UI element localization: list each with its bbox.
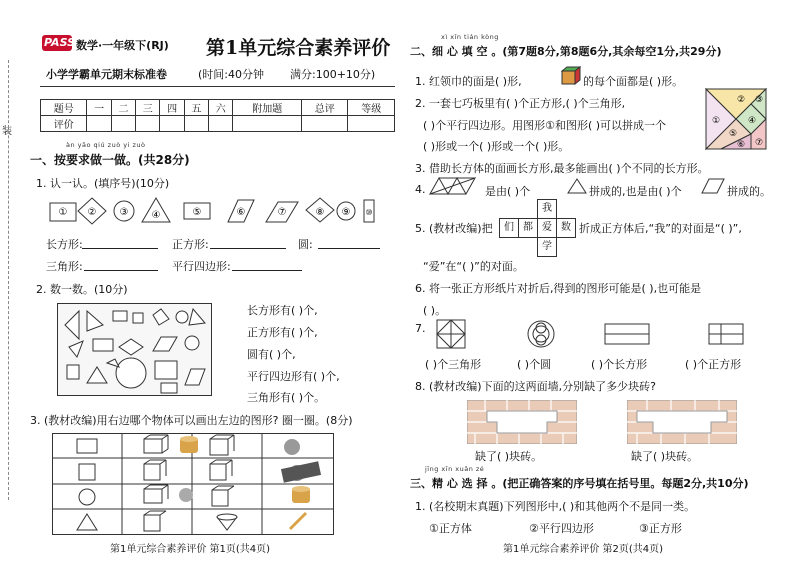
q1-rect-label: 长方形: [46, 238, 83, 251]
left-page [0, 0, 395, 565]
time-label: (时间:40分钟 [198, 68, 264, 81]
score-head-cell: 题号 [41, 100, 87, 116]
tangram-num: ② [736, 95, 746, 105]
q4-composite-figure [429, 177, 481, 195]
score-input-cell[interactable] [87, 116, 111, 132]
score-row-label: 评价 [41, 116, 87, 132]
fill-q4-text-c: 拼成的,也是由( )个 [589, 185, 682, 198]
score-head-cell: 六 [209, 100, 233, 116]
net-cell: 数 [556, 218, 576, 238]
tangram-num: ⑦ [754, 138, 764, 148]
brick-wall-right [627, 400, 737, 444]
q2-line: 平行四边形有( )个, [247, 370, 340, 383]
tangram-figure [705, 88, 767, 150]
shape-num: ① [58, 207, 68, 218]
triangle-icon [567, 178, 587, 194]
fill-q2-line-c: ( )形或一个( )形或一个( )形。 [423, 140, 570, 153]
brick-wall-left [467, 400, 577, 444]
fill-q8-answer-b: 缺了( )块砖。 [631, 450, 699, 463]
score-head-cell: 三 [136, 100, 160, 116]
right-page [405, 0, 800, 565]
section2-pinyin: xì xīn tián kòng [441, 33, 499, 41]
tangram-num: ① [711, 116, 721, 126]
series-label: 小学学霸单元期末标准卷 [46, 68, 167, 81]
q3-ball-icon [284, 439, 300, 455]
choice-q1-option[interactable]: ③正方形 [639, 522, 682, 535]
q7-figures [429, 318, 769, 350]
fill-q3-text: 3. 借助长方体的面画长方形,最多能画出( )个不同的长方形。 [415, 162, 709, 175]
shape-num: ⑥ [236, 207, 246, 218]
fill-q7-label: ( )个圆 [517, 358, 552, 371]
q1-square-label: 正方形: [172, 238, 209, 251]
fill-q8-answer-a: 缺了( )块砖。 [475, 450, 543, 463]
fill-q7-num: 7. [415, 322, 426, 335]
subject-label: 数学·一年级下(RJ) [76, 39, 169, 52]
section1-title: 一、按要求做一做。(共28分) [30, 153, 190, 167]
net-cell: 们 [499, 218, 519, 238]
net-cell: 爱 [537, 218, 557, 238]
full-score-label: 满分:100+10分) [290, 68, 376, 81]
shape-num: ⑧ [315, 207, 325, 218]
tangram-num: ③ [754, 95, 764, 105]
fill-q8-title: 8. (教材改编)下面的这两面墙,分别缺了多少块砖? [415, 380, 656, 393]
score-input-cell[interactable] [111, 116, 135, 132]
logo-badge [42, 35, 76, 51]
fill-q7-label: ( )个正方形 [685, 358, 742, 371]
net-cell: 都 [518, 218, 538, 238]
logo-text: PASS [44, 36, 76, 49]
section2-title: 二、细 心 填 空 。(第7题8分,第8题6分,其余每空1分,共29分) [410, 45, 722, 58]
score-input-cell[interactable] [233, 116, 302, 132]
q2-title: 2. 数一数。(10分) [36, 283, 128, 296]
shape-num: ⑨ [341, 207, 351, 218]
section3-title: 三、精 心 选 择 。(把正确答案的序号填在括号里。每题2分,共10分) [410, 477, 749, 490]
fill-q7-label: ( )个长方形 [591, 358, 648, 371]
fill-q1-text-b: 的每个面都是( )形。 [583, 75, 684, 88]
net-cell: 我 [537, 199, 557, 219]
score-input-cell[interactable] [348, 116, 395, 132]
choice-q1-text: 1. (名校期末真题)下列图形中,( )和其他两个不是同一类。 [415, 500, 696, 513]
choice-q1-option[interactable]: ①正方体 [429, 522, 472, 535]
score-input-cell[interactable] [184, 116, 208, 132]
score-input-cell[interactable] [160, 116, 184, 132]
tangram-num: ⑥ [736, 140, 746, 150]
q1-para-label: 平行四边形: [172, 260, 231, 273]
fill-q7-label: ( )个三角形 [425, 358, 482, 371]
q1-circle-answer[interactable] [318, 248, 380, 249]
score-head-cell: 四 [160, 100, 184, 116]
q2-shapes-figure [57, 303, 212, 396]
fill-q6-text-a: 6. 将一张正方形纸片对折后,得到的图形可能是( ),也可能是 [415, 282, 702, 295]
q2-line: 正方形有( )个, [247, 326, 318, 339]
score-head-cell: 五 [184, 100, 208, 116]
fill-q5-text-b: 折成正方体后,“我”的对面是“( )”, [579, 222, 742, 235]
q1-triangle-answer[interactable] [84, 270, 158, 271]
score-value-row [41, 116, 395, 132]
q2-line: 圆有( )个, [247, 348, 296, 361]
section1-pinyin: àn yāo qiú zuò yi zuò [66, 141, 146, 149]
shape-num: ② [87, 207, 97, 218]
q3-table [52, 433, 334, 535]
right-footer: 第1单元综合素养评价 第2页(共4页) [503, 544, 664, 555]
shape-num: ⑤ [192, 207, 202, 218]
page-title: 第1单元综合素养评价 [206, 37, 391, 59]
shape-num: ⑦ [277, 207, 287, 218]
score-input-cell[interactable] [136, 116, 160, 132]
q1-shapes-figure [44, 196, 384, 226]
fill-q5-text-a: 5. (教材改编)把 [415, 222, 493, 235]
fill-q4-text-d: 拼成的。 [727, 185, 771, 198]
score-head-cell: 附加题 [233, 100, 302, 116]
q1-title: 1. 认一认。(填序号)(10分) [36, 177, 170, 190]
header-divider [40, 86, 395, 87]
score-input-cell[interactable] [302, 116, 348, 132]
score-head-cell: 一 [87, 100, 111, 116]
q2-line: 长方形有( )个, [247, 304, 318, 317]
shape-num: ⑩ [365, 208, 373, 217]
fill-q6-text-b: ( )。 [423, 304, 447, 317]
q1-para-answer[interactable] [232, 270, 302, 271]
q1-triangle-label: 三角形: [46, 260, 83, 273]
binding-line [8, 60, 9, 500]
fill-q5-text-c: “爱”在“( )”的对面。 [423, 260, 524, 273]
score-head-cell: 二 [111, 100, 135, 116]
tangram-num: ⑤ [728, 129, 738, 139]
binding-mark: 装 [2, 126, 12, 137]
shape-num: ③ [119, 207, 129, 218]
parallelogram-icon [701, 178, 725, 194]
score-head-cell: 等级 [348, 100, 395, 116]
score-head-cell: 总评 [302, 100, 348, 116]
left-footer: 第1单元综合素养评价 第1页(共4页) [110, 544, 271, 555]
q1-circle-label: 圆: [298, 238, 313, 251]
score-input-cell[interactable] [209, 116, 233, 132]
choice-q1-option[interactable]: ②平行四边形 [529, 522, 594, 535]
q3-title: 3. (教材改编)用右边哪个物体可以画出左边的图形? 圈一圈。(8分) [30, 414, 353, 427]
score-table [40, 99, 395, 132]
fill-q4-num: 4. [415, 183, 426, 196]
net-cell: 学 [537, 237, 557, 257]
q1-square-answer[interactable] [210, 248, 286, 249]
tangram-num: ④ [747, 116, 757, 126]
fill-q1-text-a: 1. 红领巾的面是( )形, [415, 75, 522, 88]
shape-num: ④ [151, 210, 161, 221]
rubik-cube-icon [561, 66, 581, 86]
fill-q4-text-b: 是由( )个 [485, 185, 531, 198]
section3-pinyin: jīng xīn xuǎn zé [425, 465, 485, 473]
q1-rect-answer[interactable] [82, 248, 158, 249]
q2-line: 三角形有( )个。 [247, 391, 326, 404]
score-header-row [41, 100, 395, 116]
fill-q2-line-a: 2. 一套七巧板里有( )个正方形,( )个三角形, [415, 97, 626, 110]
fill-q2-line-b: ( )个平行四边形。用图形①和图形( )可以拼成一个 [423, 119, 667, 132]
